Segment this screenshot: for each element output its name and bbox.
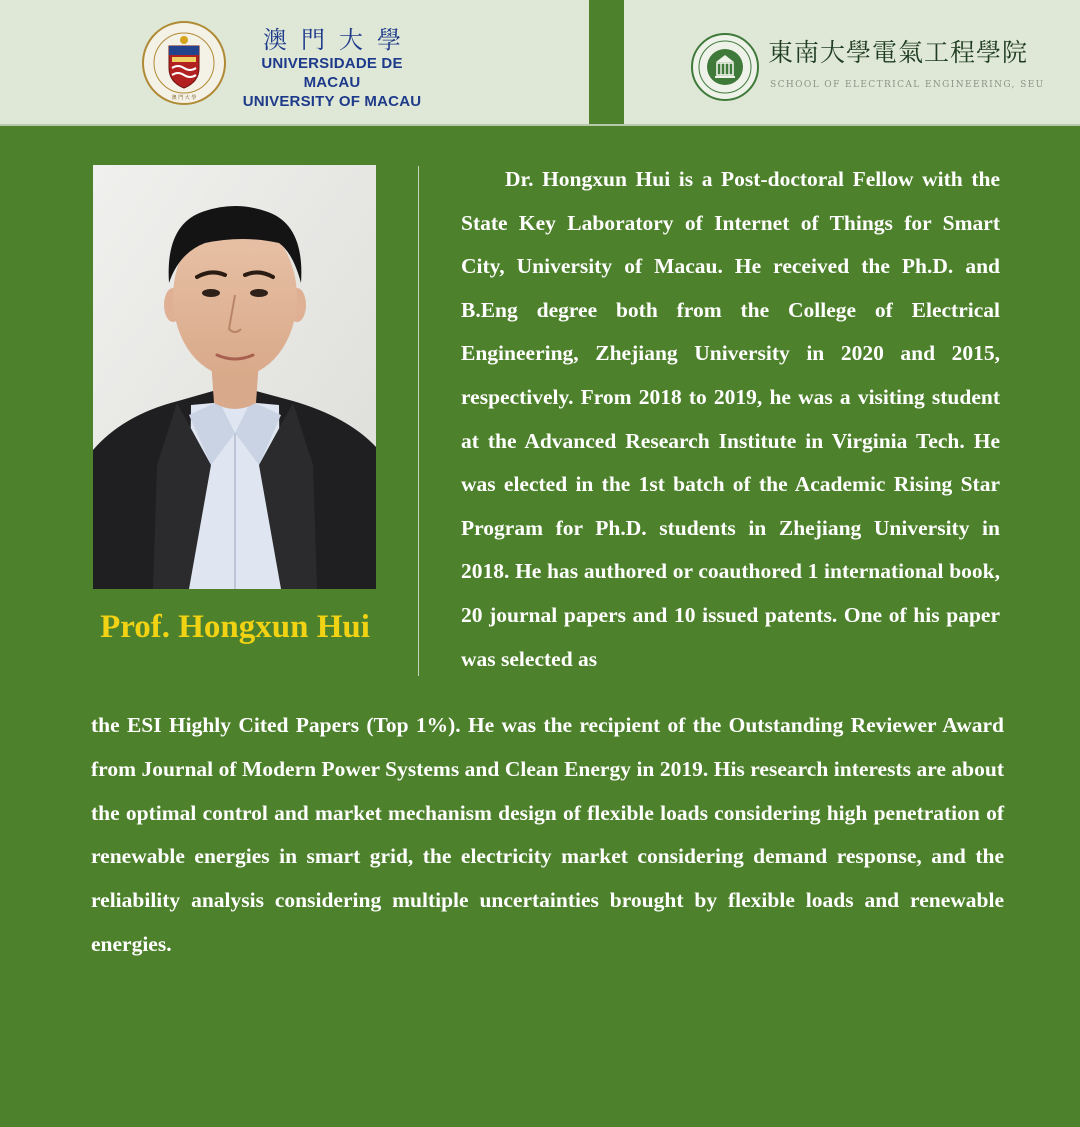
header-divider [589,0,624,124]
seu-school-name-english: SCHOOL OF ELECTRICAL ENGINEERING, SEU [770,80,1045,90]
seu-school-name-chinese: 東南大學電氣工程學院 [768,38,1029,67]
um-name-english: UNIVERSITY OF MACAU [242,93,422,110]
vertical-divider [418,166,419,676]
professor-name: Prof. Hongxun Hui [100,609,370,645]
bio-paragraph-part-2: the ESI Highly Cited Papers (Top 1%). He was the recipient of the Outstanding Reviewer Award from Journal of Modern Power Systems and Clean Energy in 2019. His research interests are about the optimal control and market mechanism design of flexible loads considering high penetration of renewable energies in smart grid, the electricity market considering demand response, and the reliability analysis considering multiple uncertainties brought by flexible loads and renewable energies. [91,713,1004,956]
seu-school-of-electrical-engineering-emblem-icon [690,32,760,102]
um-name-chinese: 澳門大學 [263,26,415,54]
university-of-macau-crest-icon [141,20,227,106]
university-of-macau-wordmark [232,26,432,111]
portrait-photo [93,165,376,589]
bio-paragraph-part-1: Dr. Hongxun Hui is a Post-doctoral Fellow with the State Key Laboratory of Internet of Things for Smart City, University of Macau. He received the Ph.D. and B.Eng degree both from the College of Electrical Engineering, Zhejiang University in 2020 and 2015, respectively. From 2018 to 2019, he was a visiting student at the Advanced Research Institute in Virginia Tech. He was elected in the 1st batch of the Academic Rising Star Program for Ph.D. students in Zhejiang University in 2018. He has authored or coauthored 1 international book, 20 journal papers and 10 issued patents. One of his paper was selected as [461,167,1000,671]
um-name-portuguese: UNIVERSIDADE DE MACAU [261,55,403,91]
header-bottom-rule [0,124,1080,126]
svg-text:澳 門 大 學: 澳 門 大 學 [171,95,197,101]
